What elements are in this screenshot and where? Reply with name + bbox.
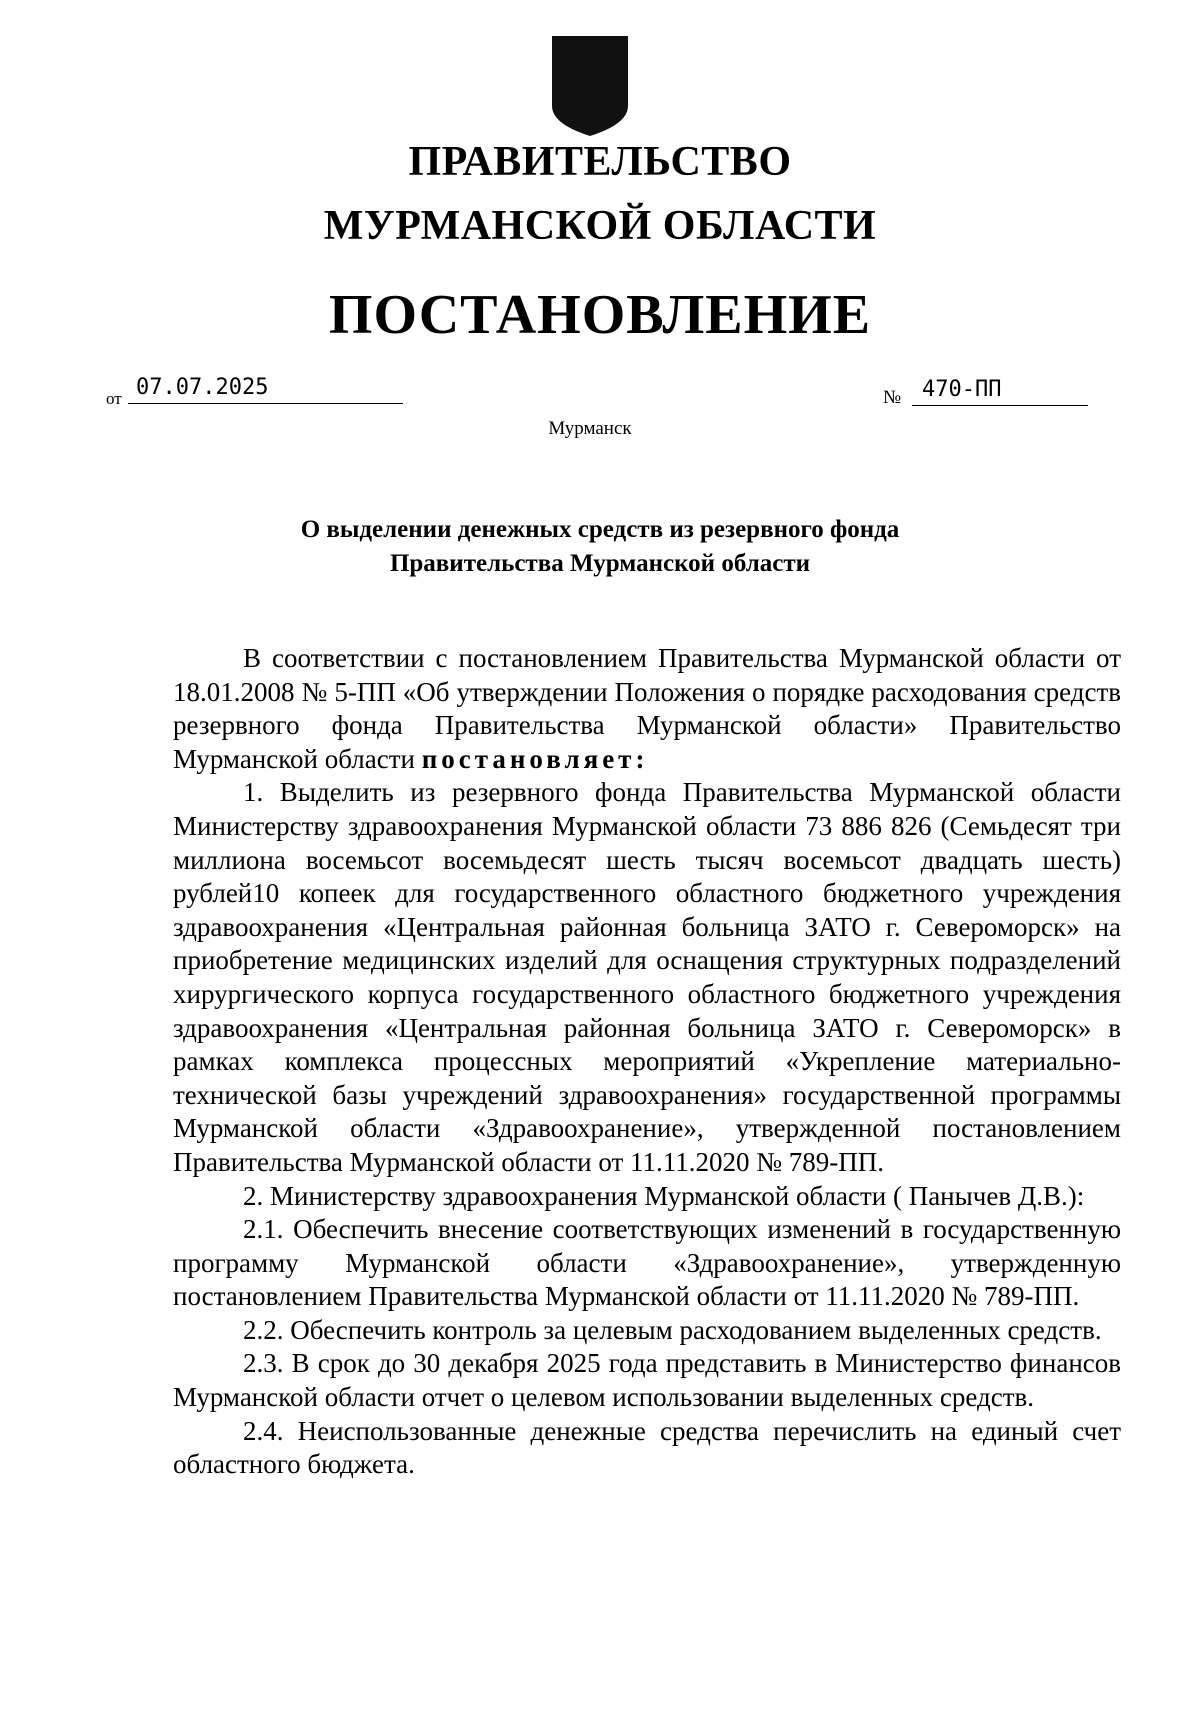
- date-prefix: от: [106, 389, 122, 408]
- number-prefix: №: [883, 387, 902, 408]
- city-name: Мурманск: [548, 418, 632, 439]
- item-2-paragraph: 2. Министерству здравоохранения Мурманской области ( Панычев Д.В.):: [243, 1180, 1085, 1211]
- preamble-text: В соответствии с постановлением Правительства Мурманской области от 18.01.2008 № 5-ПП «Об утверждении Положения о порядке расходования средств резервного фонда Правительства Мурманской области» Правительство Мурманской области: [173, 643, 1121, 774]
- decrees-word: постановляет:: [421, 743, 649, 774]
- item-2-1-paragraph: 2.1. Обеспечить внесение соответствующих изменений в государственную программу Мурманской области «Здравоохранение», утвержденную постановлением Правительства Мурманской области от 11.11.2020 № 789-ПП.: [173, 1214, 1121, 1312]
- preamble-paragraph: [173, 642, 1121, 776]
- document-body: [173, 642, 1121, 1482]
- item-2-4-paragraph: 2.4. Неиспользованные денежные средства перечислить на единый счет областного бюджета.: [173, 1415, 1121, 1480]
- document-type-title: ПОСТАНОВЛЕНИЕ: [328, 284, 872, 346]
- subject-line1: О выделении денежных средств из резервного фонда: [300, 516, 900, 543]
- date-number-row: [106, 373, 1106, 413]
- document-date: 07.07.2025: [128, 373, 403, 404]
- government-name-line2: МУРМАНСКОЙ ОБЛАСТИ: [323, 203, 877, 249]
- item-2-3-paragraph: 2.3. В срок до 30 декабря 2025 года представить в Министерство финансов Мурманской области отчет о целевом использовании выделенных средств.: [173, 1348, 1121, 1413]
- item-1-paragraph: 1. Выделить из резервного фонда Правительства Мурманской области Министерству здравоохранения Мурманской области 73 886 826 (Семьдесят три миллиона восемьсот восемьдесят шесть тысяч восемьсот двадцать шесть) рублей10 копеек для государственного областного бюджетного учреждения здравоохранения «Центральная районная больница ЗАТО г. Североморск» на приобретение медицинских изделий для оснащения структурных подразделений хирургического корпуса государственного областного бюджетного учреждения здравоохранения «Центральная районная больница ЗАТО г. Североморск» в рамках комплекса процессных мероприятий «Укрепление материально-технической базы учреждений здравоохранения» государственной программы Мурманской области «Здравоохранение», утвержденной постановлением Правительства Мурманской области от 11.11.2020 № 789-ПП.: [173, 777, 1121, 1177]
- government-name-line1: ПРАВИТЕЛЬСТВО: [408, 139, 792, 185]
- subject-line2: Правительства Мурманской области: [389, 550, 811, 577]
- coat-of-arms-icon: [550, 36, 630, 136]
- item-2-2-paragraph: 2.2. Обеспечить контроль за целевым расходованием выделенных средств.: [243, 1314, 1102, 1345]
- document-number: 470-ПП: [912, 375, 1088, 406]
- document-subject: [0, 513, 1200, 581]
